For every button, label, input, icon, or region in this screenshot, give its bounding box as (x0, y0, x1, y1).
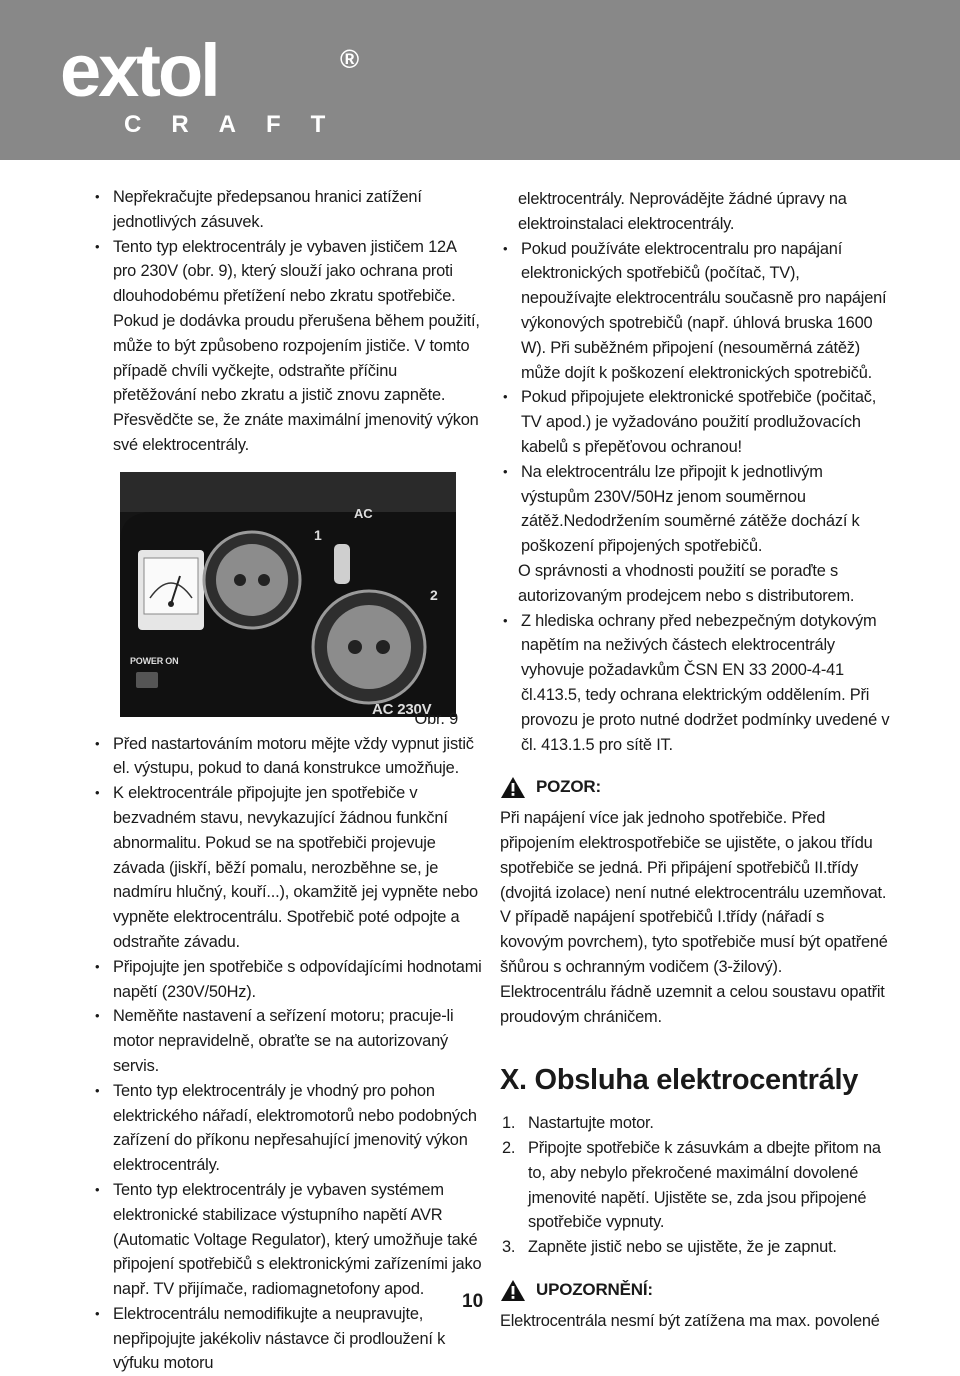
voltage-label: AC 230V (372, 700, 432, 717)
upozorneni-title: UPOZORNĚNÍ: (536, 1280, 653, 1300)
step-text: Zapněte jistič nebo se ujistěte, že je zapnut. (528, 1238, 837, 1257)
power-on-label: POWER ON (130, 655, 179, 666)
upozorneni-heading (500, 1278, 890, 1303)
pozor-heading (500, 775, 890, 800)
outlet-1-label: 1 (314, 526, 322, 543)
upozorneni-text: Elektrocentrála nesmí být zatížena ma max. povolené (500, 1311, 880, 1330)
list-item: • Tento typ elektrocentrály je vhodný pro pohon elektrického nářadí, elektromotorů nebo podobných zařízení do příkonu nepřesahující jmenovitý výkon elektrocentrály. (92, 1079, 482, 1178)
left-column (92, 185, 482, 1376)
list-item: • Tento typ elektrocentrály je vybaven jističem 12A pro 230V (obr. 9), který slouží jako ochrana proti dlouhodobému přetížení nebo zkratu spotřebiče. Pokud je dodávka proudu přerušena během použití, může to být způsobeno rozpojením jističe. V tomto případě chvíli vyčkejte, odstraňte příčinu přetěžování nebo zkratu a jistič znovu zapněte. Přesvědčte se, že znáte maximální jmenovitý výkon své elektrocentrály. (92, 235, 482, 458)
list-item: • Z hlediska ochrany před nebezpečným dotykovým napětím na neživých částech elektrocentrály vyhovuje požadavkům ČSN EN 33 2000-4-41 čl.413.5, tedy ochrana elektrickým oddělením. Při provozu je proto nutné dodržet podmínky uvedené v čl. 413.1.5 pro sítě IT. (500, 609, 890, 758)
page-number: 10 (462, 1291, 484, 1312)
outlet-2-label: 2 (430, 586, 438, 603)
generator-panel-photo (114, 472, 462, 717)
step-text: Připojte spotřebiče k zásuvkám a dbejte přitom na to, aby nebylo překročené maximální dovolené jmenovité napětí. Ujistěte se, zda jsou připojené spotřebiče vypnuty. (528, 1139, 881, 1232)
pozor-title: POZOR: (536, 777, 601, 797)
list-item: • Na elektrocentrálu lze připojit k jednotlivým výstupům 230V/50Hz jenom souměrnou zátěž.Nedodržením souměrné zátěže dochází k poškození připojených spotřebičů. (500, 460, 890, 559)
step-number: 1. (502, 1114, 516, 1133)
list-item (500, 1235, 890, 1260)
bullet-list-top (92, 185, 482, 458)
list-item: • Pokud připojujete elektronické spotřebiče (počitač, TV apod.) je vyžadováno použití prodlužovacích kabelů s přepěťovou ochranou! (500, 385, 890, 459)
list-item (500, 1136, 890, 1235)
list-item (500, 1111, 890, 1136)
list-item: • Připojujte jen spotřebiče s odpovídajícími hodnotami napětí (230V/50Hz). (92, 955, 482, 1005)
right-column (500, 187, 890, 1334)
warning-icon (500, 776, 526, 799)
svg-text:CRAFT: CRAFT (124, 111, 356, 138)
extol-craft-logo (60, 38, 390, 138)
bullet-list-right (500, 237, 890, 559)
list-item: • Elektrocentrálu nemodifikujte a neupravujte, nepřipojujte jakékoliv nástavce či prodloužení k výfuku motoru (92, 1302, 482, 1376)
svg-text:®: ® (340, 44, 360, 74)
list-item: • Před nastartováním motoru mějte vždy vypnut jistič el. výstupu, pokud to daná konstrukce umožňuje. (92, 732, 482, 782)
header-band (0, 0, 960, 160)
bullet-list-right-2 (500, 609, 890, 758)
list-item: • Tento typ elektrocentrály je vybaven systémem elektronické stabilizace výstupního napětí AVR (Automatic Voltage Regulator), který umožňuje také připojení spotřebičů s elektronickými zařízeními jako např. TV přijímače, radiomagnetofony apod. (92, 1178, 482, 1302)
pozor-text-2: V případě napájení spotřebičů I.třídy (nářadí s kovovým povrchem), tyto spotřebiče musí být opatřené šňůrou s ochranným vodičem (3-žilový). Elektrocentrálu řádně uzemnit a celou soustavu opatřit proudovým chráničem. (500, 908, 888, 1026)
figure-caption: Obr. 9 (414, 709, 458, 728)
list-item: • Neměňte nastavení a seřízení motoru; pracuje-li motor nepravidelně, obraťte se na autorizovaný servis. (92, 1004, 482, 1078)
list-item: • K elektrocentrále připojujte jen spotřebiče v bezvadném stavu, nevykazující žádnou funkční abnormalitu. Pokud se na spotřebiči projevuje závada (jiskří, běží pomalu, nerozběhne se, je nadmíru hlučný, kouří...), okamžitě jej vypněte nebo vypněte elektrocentrálu. Spotřebič poté odpojte a odstraňte závadu. (92, 781, 482, 955)
section-title: X. Obsluha elektrocentrály (500, 1064, 859, 1097)
continued-text: elektrocentrály. Neprovádějte žádné úpravy na elektroinstalaci elektrocentrály. (518, 190, 847, 233)
svg-text:extol: extol (60, 38, 218, 112)
ac-label: AC (354, 505, 373, 521)
step-number: 3. (502, 1238, 516, 1257)
step-number: 2. (502, 1139, 516, 1158)
distributor-note: O správnosti a vhodnosti použití se poraďte s autorizovaným prodejcem nebo s distributorem. (518, 561, 855, 605)
step-text: Nastartujte motor. (528, 1114, 654, 1133)
bullet-list-bottom (92, 732, 482, 1376)
warning-icon (500, 1279, 526, 1302)
pozor-text-1: Při napájení více jak jednoho spotřebiče. Před připojením elektrospotřebiče se ujistěte, o jakou třídu spotřebiče se jedná. Při připájení spotřebičů II.třídy (dvojitá izolace) není nutné elektrocentrálu uzemňovat. (500, 809, 887, 902)
steps-list (500, 1111, 890, 1260)
list-item: • Pokud používáte elektrocentralu pro napájaní elektronických spotřebičů (počítač, TV), nepoužívajte elektrocentrálu současně pro napájení výkonových spotrebičů (např. úhlová bruska 1600 W). Při suběžném připojení (nesouměrná zátěž) může dojít k poškození elektronických spotrebičů. (500, 237, 890, 386)
list-item: • Nepřekračujte předepsanou hranici zatížení jednotlivých zásuvek. (92, 185, 482, 235)
